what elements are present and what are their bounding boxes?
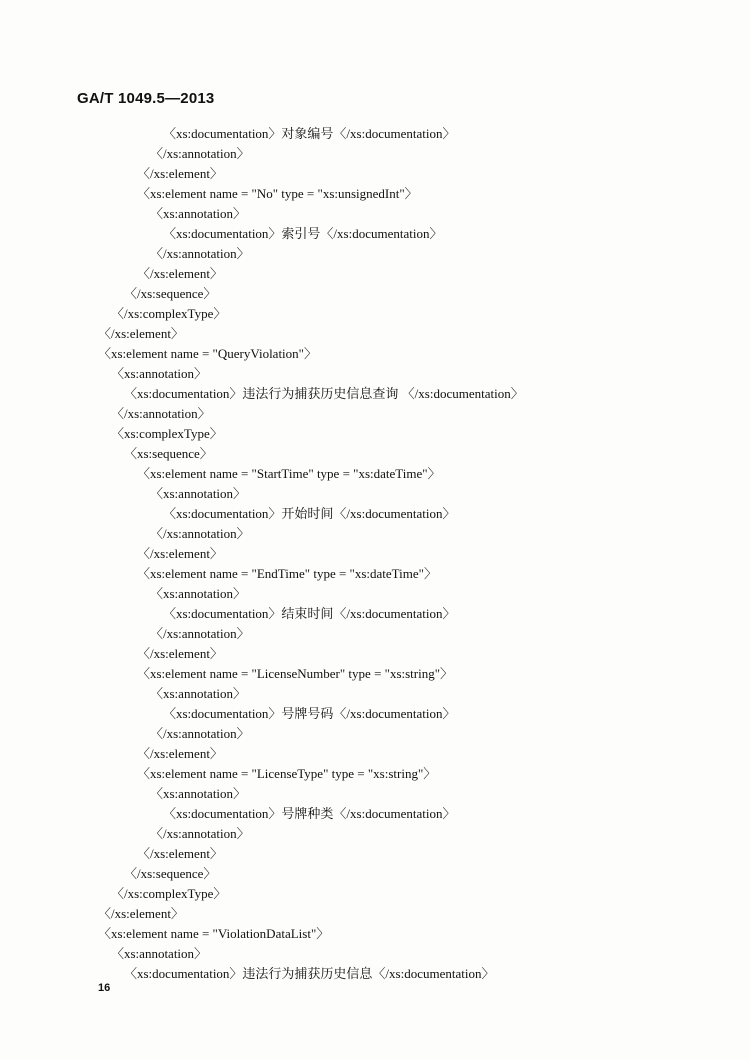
- code-line: 〈xs:sequence〉: [124, 446, 213, 461]
- code-line: 〈/xs:element〉: [137, 166, 223, 181]
- code-line: 〈/xs:annotation〉: [150, 146, 250, 161]
- code-line: 〈xs:element name = "LicenseNumber" type = "xs:string"〉: [137, 666, 454, 681]
- code-line: 〈xs:annotation〉: [150, 586, 247, 601]
- code-line: 〈xs:annotation〉: [150, 206, 247, 221]
- code-line: 〈xs:documentation〉索引号〈/xs:documentation〉: [163, 226, 443, 241]
- code-line: 〈/xs:annotation〉: [150, 726, 250, 741]
- code-line: 〈xs:complexType〉: [111, 426, 223, 441]
- code-line: 〈xs:annotation〉: [111, 366, 208, 381]
- code-line: 〈/xs:complexType〉: [111, 306, 227, 321]
- code-line: 〈xs:documentation〉对象编号〈/xs:documentation〉: [163, 126, 456, 141]
- code-line: 〈xs:annotation〉: [150, 786, 247, 801]
- page-number: 16: [98, 982, 111, 994]
- code-line: 〈xs:element name = "No" type = "xs:unsignedInt"〉: [137, 186, 418, 201]
- code-line: 〈xs:annotation〉: [150, 686, 247, 701]
- code-line: 〈xs:documentation〉违法行为捕获历史信息〈/xs:documentation〉: [124, 966, 495, 981]
- code-line: 〈/xs:sequence〉: [124, 286, 217, 301]
- code-line: 〈/xs:annotation〉: [150, 826, 250, 841]
- code-line: 〈/xs:element〉: [137, 646, 223, 661]
- code-line: 〈xs:documentation〉号牌号码〈/xs:documentation〉: [163, 706, 456, 721]
- code-line: 〈/xs:sequence〉: [124, 866, 217, 881]
- code-line: 〈xs:documentation〉开始时间〈/xs:documentation〉: [163, 506, 456, 521]
- code-line: 〈/xs:element〉: [137, 266, 223, 281]
- code-line: 〈xs:documentation〉号牌种类〈/xs:documentation〉: [163, 806, 456, 821]
- code-line: 〈xs:documentation〉违法行为捕获历史信息查询 〈/xs:documentation〉: [124, 386, 524, 401]
- code-line: 〈xs:element name = "LicenseType" type = "xs:string"〉: [137, 766, 437, 781]
- code-line: 〈xs:annotation〉: [150, 486, 247, 501]
- code-line: 〈/xs:annotation〉: [150, 526, 250, 541]
- code-line: 〈xs:element name = "EndTime" type = "xs:dateTime"〉: [137, 566, 437, 581]
- code-line: 〈/xs:element〉: [98, 906, 184, 921]
- code-line: 〈xs:documentation〉结束时间〈/xs:documentation〉: [163, 606, 456, 621]
- code-line: 〈xs:annotation〉: [111, 946, 208, 961]
- code-line: 〈xs:element name = "StartTime" type = "xs:dateTime"〉: [137, 466, 441, 481]
- code-line: 〈/xs:element〉: [137, 546, 223, 561]
- code-line: 〈/xs:element〉: [98, 326, 184, 341]
- code-line: 〈/xs:annotation〉: [150, 246, 250, 261]
- code-line: 〈/xs:element〉: [137, 846, 223, 861]
- code-line: 〈/xs:complexType〉: [111, 886, 227, 901]
- code-line: 〈/xs:annotation〉: [111, 406, 211, 421]
- code-line: 〈xs:element name = "QueryViolation"〉: [98, 346, 317, 361]
- standard-code-header: GA/T 1049.5—2013: [77, 90, 215, 107]
- code-line: 〈xs:element name = "ViolationDataList"〉: [98, 926, 330, 941]
- code-line: 〈/xs:annotation〉: [150, 626, 250, 641]
- code-line: 〈/xs:element〉: [137, 746, 223, 761]
